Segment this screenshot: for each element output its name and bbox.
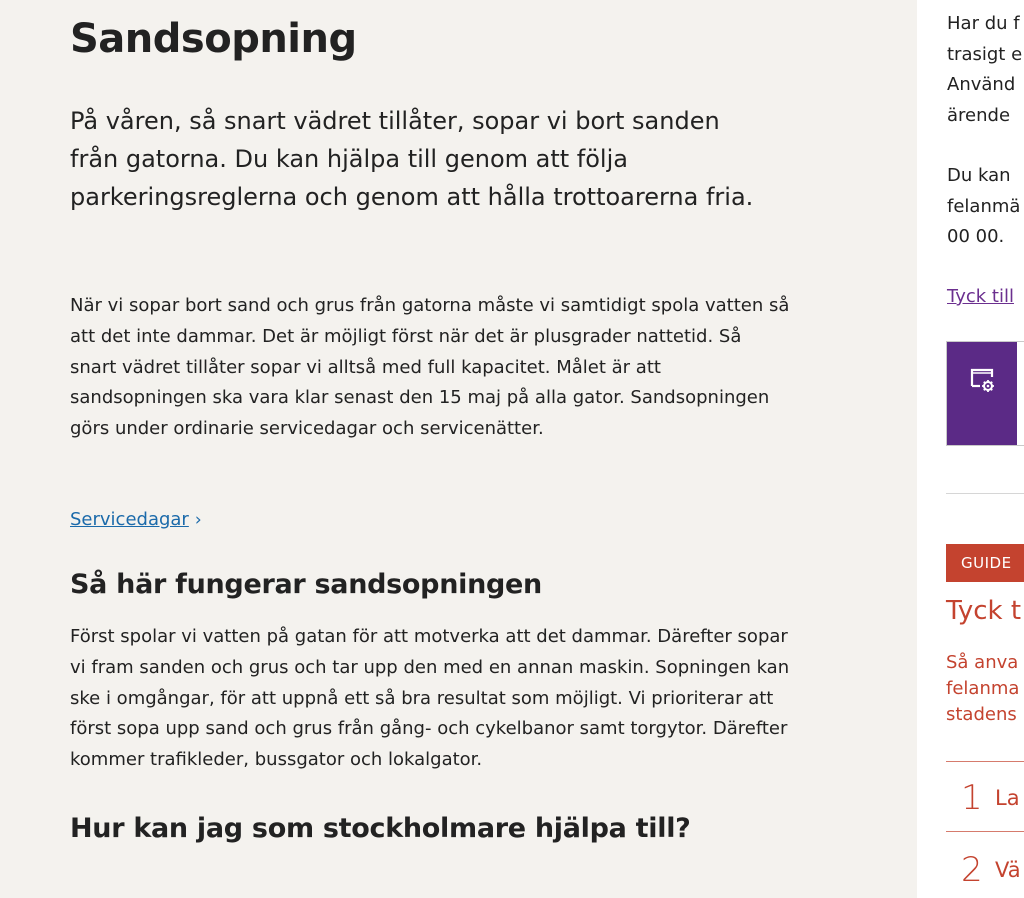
- guide-step-number: 1: [961, 778, 983, 818]
- body-paragraph: Först spolar vi vatten på gatan för att motverka att det dammar. Därefter sopar vi fram sanden och grus och tar upp den med en annan maskin. Sopningen kan ske i omgångar, för att uppnå ett så bra resultat som möjligt. Vi prioriterar att först sopa upp sand och grus från gång- och cykelbanor samt torgytor. Därefter kommer trafikleder, bussgator och lokalgator.: [70, 626, 790, 771]
- guide-desc-line: stadens: [946, 704, 1017, 725]
- sidebar-contact-text: [947, 161, 1024, 253]
- divider: [946, 493, 1024, 494]
- tyck-till-link[interactable]: Tyck till: [947, 286, 1014, 307]
- sidebar-text-line: felanmä: [947, 195, 1021, 217]
- divider: [946, 831, 1024, 832]
- app-banner[interactable]: [946, 341, 1024, 446]
- guide-step-number: 2: [961, 850, 983, 890]
- sidebar-info-text: [947, 9, 1024, 131]
- sidebar-text-line: ärende: [947, 104, 1011, 126]
- app-banner-icon-area: [947, 342, 1017, 445]
- guide-desc-line: Så anva: [946, 652, 1019, 673]
- guide-step[interactable]: [961, 778, 1020, 818]
- body-paragraph: När vi sopar bort sand och grus från gatorna måste vi samtidigt spola vatten så att det inte dammar. Det är möjligt först när det är plusgrader nattetid. Så snart vädret tillåter sopar vi alltså med full kapacitet. Målet är att sandsopningen ska vara klar senast den 15 maj på alla gator. Sandsopningen görs under ordinarie servicedagar och servicenätter.: [70, 295, 790, 440]
- sidebar-text-line: trasigt e: [947, 43, 1023, 65]
- servicedagar-link[interactable]: [70, 506, 202, 534]
- sidebar: [917, 0, 1024, 898]
- sidebar-text-line: Använd: [947, 74, 1016, 95]
- servicedagar-link-label: Servicedagar: [70, 509, 189, 530]
- guide-description: [946, 650, 1019, 728]
- guide-step[interactable]: [961, 850, 1021, 890]
- lead-paragraph: På våren, så snart vädret tillåter, sopar vi bort sanden från gatorna. Du kan hjälpa till genom att följa parkeringsreglerna och genom att hålla trottoarerna fria.: [70, 107, 754, 211]
- guide-step-label: Vä: [995, 858, 1021, 882]
- guide-step-label: La: [995, 786, 1020, 810]
- chevron-right-icon: ›: [194, 510, 202, 530]
- sidebar-text-line: Har du f: [947, 13, 1020, 34]
- app-settings-icon: [968, 366, 998, 396]
- sidebar-text-line: Du kan: [947, 165, 1011, 186]
- guide-desc-line: felanma: [946, 678, 1020, 699]
- section-heading: Så här fungerar sandsopningen: [70, 569, 542, 600]
- section-heading: Hur kan jag som stockholmare hjälpa till?: [70, 813, 691, 844]
- divider: [946, 761, 1024, 762]
- page-title: Sandsopning: [70, 16, 357, 62]
- guide-badge: GUIDE: [946, 544, 1024, 582]
- sidebar-text-line: 00 00.: [947, 226, 1005, 247]
- guide-title[interactable]: Tyck t: [946, 596, 1022, 626]
